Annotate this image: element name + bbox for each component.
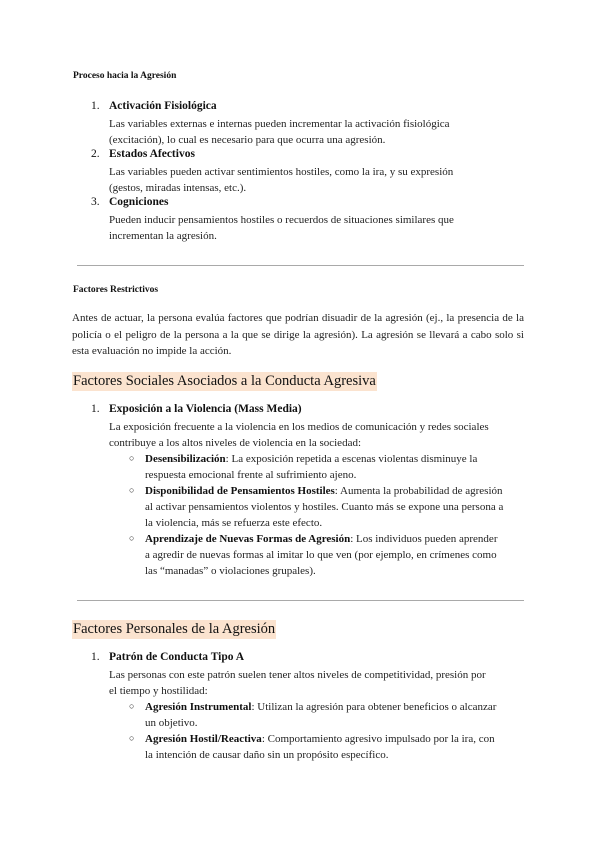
bullet-circle-icon: ○ xyxy=(129,701,135,711)
item-text-line: el tiempo y hostilidad: xyxy=(109,685,208,697)
bullet-circle-icon: ○ xyxy=(129,485,135,495)
subitem-aprendizaje: Aprendizaje de Nuevas Formas de Agresión: Los individuos pueden aprender a agredir de nuevas formas al imitar lo que ven (por ejemplo, en crímenes como las “manadas” o violaciones grupales). xyxy=(145,533,498,577)
item-text-line: (gestos, miradas intensas, etc.). xyxy=(109,182,247,194)
list-number: 1. xyxy=(91,651,100,663)
item-title-cogniciones: Cogniciones xyxy=(109,196,169,208)
subitem-desensibilizacion: Desensibilización: La exposición repetida a escenas violentas disminuye la respuesta emocional frente al sufrimiento ajeno. xyxy=(145,453,478,481)
item-title-exposicion-violencia: Exposición a la Violencia (Mass Media) xyxy=(109,403,302,415)
item-text-line: Las variables pueden activar sentimientos hostiles, como la ira, y su expresión xyxy=(109,166,454,178)
subitem-disponibilidad: Disponibilidad de Pensamientos Hostiles: Aumenta la probabilidad de agresión al activar pensamientos violentos y hostiles. Cuanto más se expone una persona a la violencia, más se refuerza este efecto. xyxy=(145,485,504,529)
bullet-circle-icon: ○ xyxy=(129,533,135,543)
paragraph-restrictivos: Antes de actuar, la persona evalúa factores que podrían disuadir de la agresión (ej., la presencia de la policía o el peligro de la persona a la que se dirige la agresión). La agresión se llevará a cabo solo si esta evaluación no impide la acción. xyxy=(72,312,524,357)
item-title-patron-tipo-a: Patrón de Conducta Tipo A xyxy=(109,651,245,663)
item-text-line: Las variables externas e internas pueden incrementar la activación fisiológica xyxy=(109,118,450,130)
subitem-agresion-instrumental: Agresión Instrumental: Utilizan la agresión para obtener beneficios o alcanzar un objetivo. xyxy=(145,701,497,729)
heading-factores-restrictivos: Factores Restrictivos xyxy=(73,285,159,295)
list-number: 1. xyxy=(91,100,100,112)
list-number: 3. xyxy=(91,196,100,208)
divider xyxy=(77,265,524,266)
subitem-agresion-hostil: Agresión Hostil/Reactiva: Comportamiento agresivo impulsado por la ira, con la intención de causar daño sin un propósito específico. xyxy=(145,733,495,761)
list-number: 1. xyxy=(91,403,100,415)
heading-factores-sociales: Factores Sociales Asociados a la Conducta Agresiva xyxy=(73,373,376,389)
bullet-circle-icon: ○ xyxy=(129,733,135,743)
item-text-line: (excitación), lo cual es necesario para que ocurra una agresión. xyxy=(109,134,386,146)
item-title-estados-afectivos: Estados Afectivos xyxy=(109,148,195,160)
item-text-line: Pueden inducir pensamientos hostiles o recuerdos de situaciones similares que xyxy=(109,214,454,226)
heading-factores-personales: Factores Personales de la Agresión xyxy=(73,621,276,637)
divider xyxy=(77,600,524,601)
item-text-line: contribuye a los altos niveles de violencia en la sociedad: xyxy=(109,437,362,449)
list-number: 2. xyxy=(91,148,100,160)
item-text-line: La exposición frecuente a la violencia en los medios de comunicación y redes sociales xyxy=(109,421,489,433)
heading-proceso-agresion: Proceso hacia la Agresión xyxy=(73,71,177,81)
item-title-activacion: Activación Fisiológica xyxy=(109,100,217,112)
item-text-line: Las personas con este patrón suelen tener altos niveles de competitividad, presión por xyxy=(109,669,486,681)
item-text-line: incrementan la agresión. xyxy=(109,230,217,242)
bullet-circle-icon: ○ xyxy=(129,453,135,463)
